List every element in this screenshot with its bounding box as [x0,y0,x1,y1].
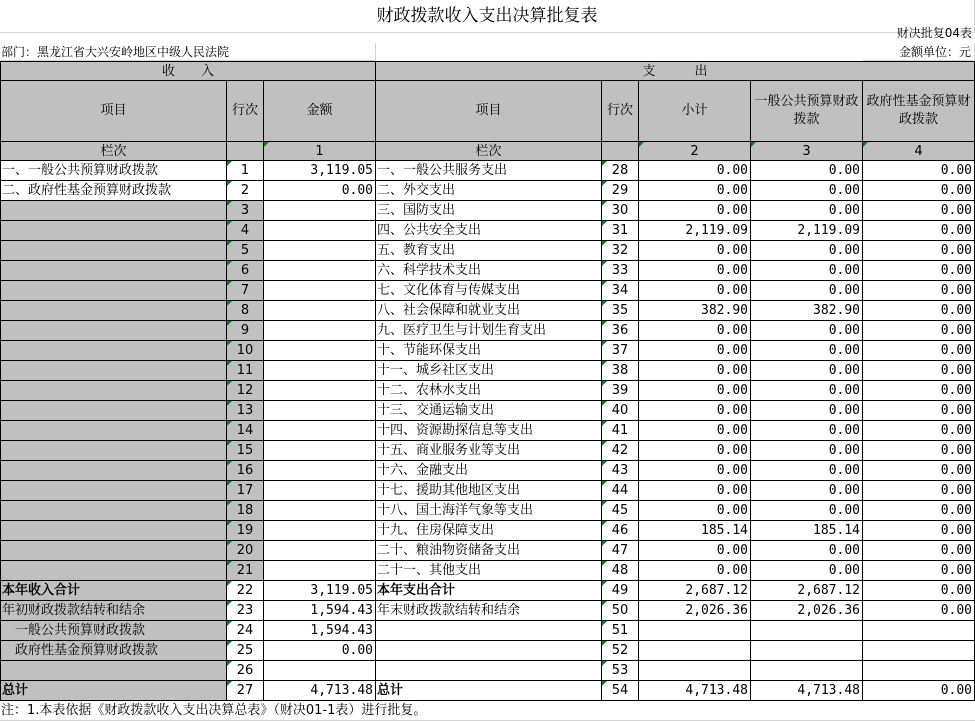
income-amount[interactable] [264,521,376,541]
income-row-no[interactable]: 20 [227,541,264,561]
income-row-no[interactable]: 9 [227,321,264,341]
income-row-no[interactable]: 17 [227,481,264,501]
expense-row-no[interactable]: 53 [602,661,639,681]
expense-item[interactable]: 十、节能环保支出 [376,341,602,361]
expense-row-no[interactable]: 54 [602,681,639,701]
income-amount[interactable] [264,261,376,281]
expense-subtotal[interactable]: 0.00 [639,461,751,481]
expense-item[interactable]: 一、一般公共服务支出 [376,161,602,181]
income-item[interactable] [0,421,227,441]
expense-general[interactable]: 0.00 [751,501,863,521]
col-header-income-amount: 金额 [264,81,376,142]
expense-subtotal[interactable]: 382.90 [639,301,751,321]
expense-item[interactable]: 本年支出合计 [376,581,602,601]
expense-fund[interactable]: 0.00 [863,341,975,361]
expense-row-no[interactable]: 34 [602,281,639,301]
income-item[interactable]: 政府性基金预算财政拨款 [0,641,227,661]
expense-item[interactable]: 二十、粮油物资储备支出 [376,541,602,561]
col-index-4: 4 [863,142,975,161]
income-amount[interactable]: 4,713.48 [264,681,376,701]
expense-general[interactable]: 0.00 [751,421,863,441]
expense-general[interactable]: 382.90 [751,301,863,321]
expense-subtotal[interactable]: 0.00 [639,421,751,441]
expense-fund[interactable]: 0.00 [863,281,975,301]
expense-fund[interactable]: 0.00 [863,241,975,261]
expense-row-no[interactable]: 52 [602,641,639,661]
col-index-exp-label: 栏次 [376,142,602,161]
expense-row-no[interactable]: 46 [602,521,639,541]
col-index-exp-empty [602,142,639,161]
income-item[interactable] [0,481,227,501]
expense-subtotal[interactable]: 0.00 [639,321,751,341]
col-index-2: 2 [639,142,751,161]
expense-fund[interactable]: 0.00 [863,321,975,341]
expense-subtotal[interactable]: 0.00 [639,281,751,301]
expense-item[interactable]: 十一、城乡社区支出 [376,361,602,381]
expense-row-no[interactable]: 44 [602,481,639,501]
expense-general[interactable] [751,641,863,661]
income-row-no[interactable]: 16 [227,461,264,481]
expense-row-no[interactable]: 29 [602,181,639,201]
income-row-no[interactable]: 12 [227,381,264,401]
expense-general[interactable]: 0.00 [751,181,863,201]
expense-general[interactable] [751,621,863,641]
col-header-expense-item: 项目 [376,81,602,142]
income-amount[interactable]: 3,119.05 [264,161,376,181]
income-item[interactable] [0,321,227,341]
income-amount[interactable] [264,441,376,461]
income-item[interactable] [0,461,227,481]
expense-row-no[interactable]: 37 [602,341,639,361]
income-amount[interactable] [264,381,376,401]
expense-item[interactable] [376,661,602,681]
income-item[interactable] [0,361,227,381]
col-header-subtotal: 小计 [639,81,751,142]
income-row-no[interactable]: 6 [227,261,264,281]
expense-general[interactable]: 2,687.12 [751,581,863,601]
expense-general[interactable]: 0.00 [751,261,863,281]
expense-subtotal[interactable]: 0.00 [639,161,751,181]
income-amount[interactable] [264,301,376,321]
expense-subtotal[interactable]: 0.00 [639,261,751,281]
expense-fund[interactable]: 0.00 [863,461,975,481]
expense-general[interactable]: 0.00 [751,341,863,361]
expense-item[interactable]: 九、医疗卫生与计划生育支出 [376,321,602,341]
expense-row-no[interactable]: 50 [602,601,639,621]
expense-general[interactable]: 0.00 [751,201,863,221]
expense-item[interactable]: 十八、国土海洋气象等支出 [376,501,602,521]
income-item[interactable] [0,381,227,401]
expense-item[interactable] [376,641,602,661]
income-amount[interactable] [264,461,376,481]
expense-subtotal[interactable]: 0.00 [639,501,751,521]
expense-row-no[interactable]: 30 [602,201,639,221]
footnote: 注：1.本表依据《财政拨款收入支出决算总表》（财决01-1表）进行批复。 [0,701,975,721]
expense-general[interactable]: 0.00 [751,541,863,561]
income-amount[interactable] [264,341,376,361]
expense-item[interactable]: 五、教育支出 [376,241,602,261]
expense-general[interactable]: 0.00 [751,461,863,481]
income-row-no[interactable]: 14 [227,421,264,441]
expense-fund[interactable]: 0.00 [863,681,975,701]
expense-fund[interactable]: 0.00 [863,181,975,201]
income-amount[interactable] [264,221,376,241]
income-row-no[interactable]: 15 [227,441,264,461]
expense-fund[interactable]: 0.00 [863,501,975,521]
expense-fund[interactable]: 0.00 [863,421,975,441]
expense-item[interactable]: 八、社会保障和就业支出 [376,301,602,321]
income-amount[interactable]: 0.00 [264,641,376,661]
expense-subtotal[interactable]: 2,026.36 [639,601,751,621]
expense-general[interactable]: 0.00 [751,241,863,261]
expense-row-no[interactable]: 28 [602,161,639,181]
income-item[interactable]: 年初财政拨款结转和结余 [0,601,227,621]
expense-subtotal[interactable]: 0.00 [639,201,751,221]
expense-item[interactable]: 总计 [376,681,602,701]
income-row-no[interactable]: 11 [227,361,264,381]
expense-item[interactable]: 三、国防支出 [376,201,602,221]
col-index-empty [227,142,264,161]
expense-subtotal[interactable]: 0.00 [639,181,751,201]
income-item[interactable] [0,661,227,681]
expense-subtotal[interactable]: 0.00 [639,401,751,421]
income-row-no[interactable]: 3 [227,201,264,221]
income-row-no[interactable]: 27 [227,681,264,701]
expense-row-no[interactable]: 41 [602,421,639,441]
expense-subtotal[interactable] [639,661,751,681]
income-item[interactable] [0,561,227,581]
expense-subtotal[interactable]: 2,119.09 [639,221,751,241]
income-row-no[interactable]: 18 [227,501,264,521]
expense-item[interactable] [376,621,602,641]
income-amount[interactable] [264,241,376,261]
expense-fund[interactable]: 0.00 [863,201,975,221]
expense-general[interactable]: 0.00 [751,161,863,181]
income-amount[interactable]: 1,594.43 [264,601,376,621]
expense-general[interactable]: 0.00 [751,441,863,461]
expense-fund[interactable]: 0.00 [863,221,975,241]
expense-row-no[interactable]: 51 [602,621,639,641]
expense-subtotal[interactable]: 2,687.12 [639,581,751,601]
expense-subtotal[interactable]: 0.00 [639,241,751,261]
income-amount[interactable] [264,281,376,301]
income-row-no[interactable]: 26 [227,661,264,681]
col-header-fund: 政府性基金预算财政拨款 [863,81,975,142]
expense-subtotal[interactable]: 0.00 [639,341,751,361]
expense-fund[interactable]: 0.00 [863,261,975,281]
expense-row-no[interactable]: 45 [602,501,639,521]
income-item[interactable]: 总计 [0,681,227,701]
expense-general[interactable]: 4,713.48 [751,681,863,701]
expense-subtotal[interactable] [639,641,751,661]
expense-row-no[interactable]: 49 [602,581,639,601]
expense-subtotal[interactable]: 0.00 [639,381,751,401]
col-header-income-row: 行次 [227,81,264,142]
expense-general[interactable]: 0.00 [751,361,863,381]
income-item[interactable] [0,541,227,561]
income-item[interactable] [0,401,227,421]
expense-subtotal[interactable] [639,621,751,641]
expense-general[interactable]: 0.00 [751,401,863,421]
expense-item[interactable]: 十四、资源勘探信息等支出 [376,421,602,441]
expense-section-header: 支 出 [376,61,975,81]
expense-item[interactable]: 四、公共安全支出 [376,221,602,241]
expense-fund[interactable] [863,621,975,641]
expense-item[interactable]: 十九、住房保障支出 [376,521,602,541]
unit-label: 金额单位：元 [863,43,975,61]
col-header-expense-row: 行次 [602,81,639,142]
expense-fund[interactable]: 0.00 [863,541,975,561]
expense-subtotal[interactable]: 0.00 [639,361,751,381]
income-row-no[interactable]: 22 [227,581,264,601]
expense-item[interactable]: 十六、金融支出 [376,461,602,481]
expense-fund[interactable]: 0.00 [863,441,975,461]
income-amount[interactable] [264,421,376,441]
income-row-no[interactable]: 23 [227,601,264,621]
expense-general[interactable] [751,661,863,681]
income-item[interactable] [0,341,227,361]
income-amount[interactable] [264,321,376,341]
income-row-no[interactable]: 21 [227,561,264,581]
expense-item[interactable]: 七、文化体育与传媒支出 [376,281,602,301]
expense-row-no[interactable]: 43 [602,461,639,481]
income-row-no[interactable]: 19 [227,521,264,541]
expense-fund[interactable]: 0.00 [863,301,975,321]
expense-item[interactable]: 二十一、其他支出 [376,561,602,581]
expense-fund[interactable]: 0.00 [863,601,975,621]
income-item[interactable] [0,501,227,521]
expense-subtotal[interactable]: 0.00 [639,441,751,461]
expense-item[interactable]: 年末财政拨款结转和结余 [376,601,602,621]
expense-fund[interactable]: 0.00 [863,481,975,501]
expense-row-no[interactable]: 38 [602,361,639,381]
expense-general[interactable]: 185.14 [751,521,863,541]
income-item[interactable] [0,241,227,261]
expense-item[interactable]: 十五、商业服务业等支出 [376,441,602,461]
income-row-no[interactable]: 7 [227,281,264,301]
expense-fund[interactable]: 0.00 [863,381,975,401]
col-header-income-item: 项目 [0,81,227,142]
expense-row-no[interactable]: 35 [602,301,639,321]
income-row-no[interactable]: 5 [227,241,264,261]
income-row-no[interactable]: 13 [227,401,264,421]
income-section-header: 收 入 [0,61,376,81]
col-index-3: 3 [751,142,863,161]
income-amount[interactable] [264,541,376,561]
expense-row-no[interactable]: 47 [602,541,639,561]
income-row-no[interactable]: 25 [227,641,264,661]
income-amount[interactable] [264,661,376,681]
expense-fund[interactable]: 0.00 [863,161,975,181]
income-item[interactable]: 一、一般公共预算财政拨款 [0,161,227,181]
expense-item[interactable]: 十三、交通运输支出 [376,401,602,421]
form-code: 财决批复04表 [896,26,972,40]
income-amount[interactable]: 0.00 [264,181,376,201]
expense-row-no[interactable]: 39 [602,381,639,401]
expense-general[interactable]: 2,026.36 [751,601,863,621]
expense-general[interactable]: 0.00 [751,561,863,581]
expense-row-no[interactable]: 31 [602,221,639,241]
income-amount[interactable]: 1,594.43 [264,621,376,641]
income-amount[interactable] [264,361,376,381]
income-item[interactable] [0,281,227,301]
expense-fund[interactable]: 0.00 [863,561,975,581]
income-item[interactable] [0,221,227,241]
expense-item[interactable]: 十二、农林水支出 [376,381,602,401]
income-row-no[interactable]: 2 [227,181,264,201]
expense-subtotal[interactable]: 0.00 [639,481,751,501]
income-item[interactable] [0,201,227,221]
expense-row-no[interactable]: 32 [602,241,639,261]
income-row-no[interactable]: 1 [227,161,264,181]
income-amount[interactable] [264,481,376,501]
expense-fund[interactable]: 0.00 [863,401,975,421]
expense-subtotal[interactable]: 4,713.48 [639,681,751,701]
expense-row-no[interactable]: 42 [602,441,639,461]
expense-general[interactable]: 0.00 [751,381,863,401]
expense-fund[interactable]: 0.00 [863,361,975,381]
expense-fund[interactable]: 0.00 [863,521,975,541]
expense-item[interactable]: 十七、援助其他地区支出 [376,481,602,501]
income-item[interactable] [0,261,227,281]
expense-general[interactable]: 2,119.09 [751,221,863,241]
income-item[interactable] [0,441,227,461]
expense-row-no[interactable]: 48 [602,561,639,581]
col-header-general: 一般公共预算财政拨款 [751,81,863,142]
expense-item[interactable]: 二、外交支出 [376,181,602,201]
income-row-no[interactable]: 24 [227,621,264,641]
department-label: 部门：黑龙江省大兴安岭地区中级人民法院 [0,43,376,61]
expense-row-no[interactable]: 33 [602,261,639,281]
expense-fund[interactable] [863,641,975,661]
expense-general[interactable]: 0.00 [751,481,863,501]
income-amount[interactable] [264,501,376,521]
expense-row-no[interactable]: 40 [602,401,639,421]
expense-row-no[interactable]: 36 [602,321,639,341]
expense-subtotal[interactable]: 185.14 [639,521,751,541]
income-item[interactable] [0,521,227,541]
col-index-label: 栏次 [0,142,227,161]
table-title: 财政拨款收入支出决算批复表 [0,0,975,33]
expense-general[interactable]: 0.00 [751,321,863,341]
expense-item[interactable]: 六、科学技术支出 [376,261,602,281]
income-amount[interactable] [264,201,376,221]
expense-fund[interactable]: 0.00 [863,581,975,601]
income-item[interactable]: 一般公共预算财政拨款 [0,621,227,641]
income-row-no[interactable]: 8 [227,301,264,321]
col-index-1: 1 [264,142,376,161]
income-item[interactable]: 二、政府性基金预算财政拨款 [0,181,227,201]
expense-subtotal[interactable]: 0.00 [639,541,751,561]
expense-general[interactable]: 0.00 [751,281,863,301]
expense-fund[interactable] [863,661,975,681]
income-item[interactable]: 本年收入合计 [0,581,227,601]
income-row-no[interactable]: 10 [227,341,264,361]
expense-subtotal[interactable]: 0.00 [639,561,751,581]
income-item[interactable] [0,301,227,321]
income-amount[interactable]: 3,119.05 [264,581,376,601]
income-row-no[interactable]: 4 [227,221,264,241]
income-amount[interactable] [264,401,376,421]
income-amount[interactable] [264,561,376,581]
